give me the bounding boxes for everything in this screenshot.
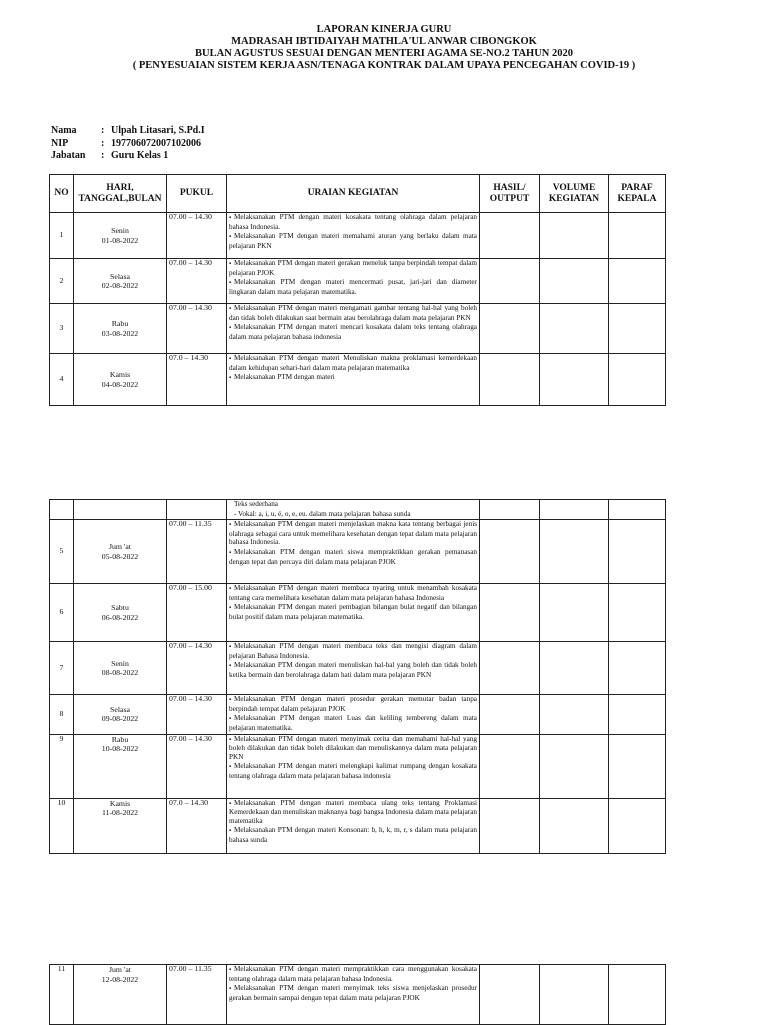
row-result (480, 642, 540, 695)
activity-item (229, 304, 477, 322)
row-day: Kamis (109, 798, 131, 808)
separator: : (101, 125, 105, 136)
activity-item (229, 500, 477, 509)
row-activities (227, 304, 480, 354)
row-activities (227, 259, 480, 304)
table-row (50, 642, 666, 695)
row-number (50, 500, 74, 520)
table-row (50, 584, 666, 642)
row-time: 07.00 – 15.00 (167, 584, 227, 642)
table-row (50, 259, 666, 304)
bullet-icon: ▪ (229, 736, 232, 743)
row-result (480, 965, 540, 1025)
table-row (50, 213, 666, 259)
bullet-icon: ▪ (229, 261, 232, 267)
row-result (480, 798, 540, 853)
row-day: Senin (111, 658, 129, 668)
row-date: 04-08-2022 (101, 379, 139, 389)
row-volume (540, 798, 609, 853)
report-period: BULAN AGUSTUS SESUAI DENGAN MENTERI AGAMA SE-NO.2 TAHUN 2020 (195, 48, 573, 59)
activity-item (229, 259, 477, 277)
activity-item (229, 520, 477, 547)
row-result (480, 500, 540, 520)
row-volume (540, 500, 609, 520)
bullet-icon: ▪ (229, 605, 232, 612)
row-date: 05-08-2022 (101, 551, 139, 561)
row-volume (540, 695, 609, 734)
row-number: 6 (50, 584, 74, 642)
row-volume (540, 642, 609, 695)
row-date-cell (74, 798, 167, 853)
row-time: 07.00 – 14.30 (167, 642, 227, 695)
row-date-cell (74, 520, 167, 584)
row-time (167, 500, 227, 520)
row-signature (609, 520, 666, 584)
activity-text: Melaksanakan PTM dengan materi mencari kosakata dalam teks tentang olahraga dalam mata pelajaran bahasa indonesia (229, 323, 477, 341)
bullet-icon: ▪ (229, 644, 232, 651)
activity-item (229, 714, 477, 732)
activity-item (229, 603, 477, 621)
row-number: 4 (50, 354, 74, 406)
activity-item (229, 510, 477, 519)
row-day: Selasa (110, 704, 130, 714)
nip-label: NIP (51, 137, 69, 149)
row-time: 07.00 – 14.30 (167, 213, 227, 259)
activity-item (229, 965, 477, 983)
activity-text: Melaksanakan PTM dengan materi menyimak cerita dan memahami hal-hal yang boleh dilakukan dan tidak boleh dilakukan dan menuliskannya dalam mata pelajaran PKN (229, 734, 477, 761)
bullet-icon: ▪ (229, 986, 232, 993)
activity-item (229, 213, 477, 231)
col-volume: VOLUME KEGIATAN (540, 175, 609, 213)
col-signature: PARAF KEPALA (609, 175, 666, 213)
row-date-cell (74, 259, 167, 304)
table-row (50, 798, 666, 853)
row-date: 12-08-2022 (101, 974, 139, 984)
activity-text: Melaksanakan PTM dengan materi gerakan meneluk tanpa berpindah tempat dalam pelajaran PJOK (229, 259, 477, 277)
row-time: 07.0 – 14.30 (167, 354, 227, 406)
row-result (480, 259, 540, 304)
name-row (51, 125, 205, 138)
row-result (480, 520, 540, 584)
row-result (480, 734, 540, 798)
row-date-cell (74, 354, 167, 406)
row-signature (609, 584, 666, 642)
bullet-icon: ▪ (229, 828, 232, 835)
row-signature (609, 304, 666, 354)
activity-item (229, 548, 477, 566)
row-date-cell (74, 584, 167, 642)
row-activities (227, 584, 480, 642)
bullet-icon: ▪ (229, 716, 232, 723)
bullet-icon: ▪ (229, 522, 232, 529)
table-row (50, 965, 666, 1025)
row-date: 08-08-2022 (101, 668, 139, 678)
table-row (50, 304, 666, 354)
row-day: Jum 'at (109, 965, 131, 974)
activity-text: Melaksanakan PTM dengan materi Konsonan: b, h, k, m, r, s dalam mata pelajaran bahasa sunda (229, 826, 477, 844)
row-date-cell (74, 734, 167, 798)
bullet-icon: ▪ (229, 967, 232, 973)
row-activities (227, 695, 480, 734)
col-no: NO (50, 175, 74, 213)
row-number: 3 (50, 304, 74, 354)
row-day: Senin (111, 226, 129, 235)
activity-item (229, 278, 477, 296)
activity-table-page-3 (49, 964, 666, 1025)
activity-item (229, 826, 477, 844)
row-date-cell (74, 642, 167, 695)
row-date: 02-08-2022 (101, 281, 139, 290)
row-activities (227, 965, 480, 1025)
row-signature (609, 500, 666, 520)
activity-item (229, 642, 477, 660)
activity-text: Melaksanakan PTM dengan materi melengkapi kalimat rumpang dengan kosakata tentang olahraga dalam mata pelajaran bahasa indonesia (229, 762, 477, 780)
row-date: 09-08-2022 (101, 714, 139, 724)
row-volume (540, 304, 609, 354)
activity-item (229, 232, 477, 250)
row-volume (540, 734, 609, 798)
activity-text: Melaksanakan PTM dengan materi mempraktikkan cara menggunakan kosakata tentang olahraga dalam mata pelajaran bahasa Indonesia. (229, 965, 477, 983)
activity-text: Melaksanakan PTM dengan materi siswa mempraktikkan gerakan pemanasan dengan tepat dan percaya diri dalam mata pelajaran PJOK (229, 547, 477, 566)
row-date: 03-08-2022 (101, 328, 139, 338)
row-signature (609, 734, 666, 798)
row-signature (609, 354, 666, 406)
bullet-icon: ▪ (229, 800, 232, 807)
row-signature (609, 695, 666, 734)
activity-item (229, 762, 477, 780)
row-volume (540, 354, 609, 406)
activity-item (229, 984, 477, 1002)
row-activities (227, 354, 480, 406)
separator: : (101, 137, 105, 149)
row-time: 07.00 – 14.30 (167, 734, 227, 798)
nip-row (51, 138, 205, 151)
activity-text: Melaksanakan PTM dengan materi mengamati gambar tentang hal-hal yang boleh dan tidak boleh dilakukan saat bermain atau berolahraga dalam mata pelajaran PKN (229, 304, 477, 322)
activity-item (229, 799, 477, 826)
row-result (480, 213, 540, 259)
row-number: 11 (50, 965, 74, 1025)
activity-text: Melaksanakan PTM dengan materi (234, 373, 335, 382)
bullet-icon: ▪ (229, 697, 232, 704)
row-activities (227, 642, 480, 695)
row-day: Selasa (110, 271, 130, 281)
row-volume (540, 259, 609, 304)
bullet-icon: ▪ (229, 764, 232, 771)
activity-text: Melaksanakan PTM dengan materi pembagian bilangan bulat negatif dan bilangan bulat positif dalam mata pelajaran matematika. (229, 603, 477, 621)
activity-text: Melaksanakan PTM dengan materi menjelaskan makna kata tentang berbagai jenis olahraga sebagai cara untuk memelihara kesehatan dengan tepat dalam mata pelajaran bahasa Indonesia. (229, 520, 477, 547)
bullet-icon: ▪ (229, 663, 232, 670)
table-row (50, 695, 666, 734)
row-time: 07.00 – 14.30 (167, 695, 227, 734)
row-date-cell (74, 965, 167, 1025)
row-day: Kamis (109, 370, 131, 379)
job-label: Jabatan (51, 150, 86, 161)
activity-text: Melaksanakan PTM dengan materi membaca ulang teks tentang Proklamasi Kemerdekaan dan menuliskan maknanya bagi bangsa Indonesia dalam mata pelajaran matematika (229, 798, 477, 825)
row-activities (227, 520, 480, 584)
bullet-icon: ▪ (229, 280, 232, 287)
row-number: 9 (50, 734, 74, 798)
teacher-info (51, 125, 205, 163)
report-title: LAPORAN KINERJA GURU (316, 24, 452, 35)
bullet-icon: ▪ (229, 356, 232, 362)
name-value: Ulpah Litasari, S.Pd.I (111, 125, 205, 136)
activity-item (229, 584, 477, 602)
bullet-icon: ▪ (229, 306, 232, 312)
activity-item (229, 323, 477, 341)
activity-text: Melaksanakan PTM dengan materi menuliskan hal-hal yang boleh dan tidak boleh ketika bermain dan berolahraga dalam hati dalam mata pelajaran PKN (229, 661, 477, 679)
row-day: Jum 'at (109, 542, 131, 552)
job-row (51, 150, 205, 163)
row-day: Sabtu (111, 603, 129, 613)
row-date: 01-08-2022 (101, 235, 139, 245)
row-result (480, 584, 540, 642)
row-date: 11-08-2022 (101, 808, 139, 818)
row-activities (227, 798, 480, 853)
bullet-icon: ▪ (229, 375, 232, 382)
table-row (50, 520, 666, 584)
col-result: HASIL/ OUTPUT (480, 175, 540, 213)
row-volume (540, 584, 609, 642)
activity-text: Melaksanakan PTM dengan materi membaca nyaring untuk menambah kosakata tentang cara memelihara kesehatan dalam mata pelajaran bahasa Indonesia (229, 584, 477, 602)
row-day: Rabu (111, 319, 129, 328)
activity-text: Teks sederhana (234, 500, 278, 508)
row-result (480, 304, 540, 354)
row-signature (609, 213, 666, 259)
row-number: 5 (50, 520, 74, 584)
row-number: 2 (50, 259, 74, 304)
col-description: URAIAN KEGIATAN (227, 175, 480, 213)
row-time: 07.00 – 11.35 (167, 965, 227, 1025)
row-signature (609, 259, 666, 304)
activity-item (229, 735, 477, 762)
row-time: 07.00 – 14.30 (167, 304, 227, 354)
activity-item (229, 661, 477, 679)
row-date: 06-08-2022 (101, 612, 139, 622)
bullet-icon: ▪ (229, 234, 232, 241)
activity-item (229, 373, 477, 383)
name-label: Nama (51, 125, 77, 136)
col-date: HARI, TANGGAL,BULAN (74, 175, 167, 213)
row-activities (227, 213, 480, 259)
activity-text: Melaksanakan PTM dengan materi membaca teks dan mengisi diagram dalam pelajaran Bahasa Indonesia. (229, 642, 477, 660)
row-volume (540, 520, 609, 584)
activity-item (229, 695, 477, 713)
row-activities (227, 734, 480, 798)
activity-table-page-2 (49, 499, 666, 854)
row-result (480, 695, 540, 734)
table-row (50, 354, 666, 406)
row-signature (609, 965, 666, 1025)
table-row (50, 734, 666, 798)
separator: : (101, 150, 105, 161)
row-signature (609, 798, 666, 853)
row-number: 1 (50, 213, 74, 259)
table-header-row (50, 175, 666, 213)
bullet-icon: ▪ (229, 586, 232, 593)
activity-text: Melaksanakan PTM dengan materi mencermati pusat, jari-jari dan diameter lingkaran dalam mata pelajaran matematika. (229, 278, 477, 296)
row-volume (540, 965, 609, 1025)
bullet-icon: ▪ (229, 549, 232, 556)
row-date: 10-08-2022 (101, 744, 139, 754)
activity-table-page-1 (49, 174, 666, 406)
activity-item (229, 354, 477, 372)
row-result (480, 354, 540, 406)
row-day: Rabu (111, 734, 129, 744)
row-number: 8 (50, 695, 74, 734)
row-date-cell (74, 213, 167, 259)
bullet-icon: ▪ (229, 215, 232, 221)
row-time: 07.0 – 14.30 (167, 798, 227, 853)
activity-text: Melaksanakan PTM dengan materi prosedur gerakan memutar badan tanpa berpindah tempat dalam pelajaran PJOK (229, 695, 477, 713)
bullet-icon: ▪ (229, 325, 232, 332)
activity-text: Melaksanakan PTM dengan materi Menuliskan makna proklamasi kemerdekaan dalam kehidupan sehari-hari dalam mata pelajaran matematika (229, 354, 477, 372)
activity-text: - Vokal: a, i, u, é, o, e, eu. dalam mata pelajaran bahasa sunda (234, 509, 411, 518)
job-value: Guru Kelas 1 (111, 150, 169, 161)
row-volume (540, 213, 609, 259)
col-time: PUKUL (167, 175, 227, 213)
row-time: 07.00 – 14.30 (167, 259, 227, 304)
row-activities (227, 500, 480, 520)
row-time: 07.00 – 11.35 (167, 520, 227, 584)
activity-text: Melaksanakan PTM dengan materi kosakata tentang olahraga dalam pelajaran bahasa Indonesia. (229, 213, 477, 231)
school-name: MADRASAH IBTIDAIYAH MATHLA'UL ANWAR CIBONGKOK (231, 36, 537, 47)
table-row (50, 500, 666, 520)
activity-text: Melaksanakan PTM dengan materi Luas dan keliling tembereng dalam mata pelajaran matematika. (229, 714, 477, 732)
row-date-cell (74, 500, 167, 520)
row-number: 10 (50, 798, 74, 853)
activity-text: Melaksanakan PTM dengan materi menyimak teks siswa menjelaskan prosedur gerakan bermain sampai dengan tepat dalam mata pelajaran PJOK (229, 984, 477, 1002)
activity-text: Melaksanakan PTM dengan materi memahami aturan yang berlaku dalam mata pelajaran PKN (229, 232, 477, 250)
nip-value: 197706072007102006 (111, 137, 201, 149)
row-number: 7 (50, 642, 74, 695)
row-date-cell (74, 695, 167, 734)
row-date-cell (74, 304, 167, 354)
row-signature (609, 642, 666, 695)
report-subtitle: ( PENYESUAIAN SISTEM KERJA ASN/TENAGA KONTRAK DALAM UPAYA PENCEGAHAN COVID-19 ) (132, 60, 636, 71)
